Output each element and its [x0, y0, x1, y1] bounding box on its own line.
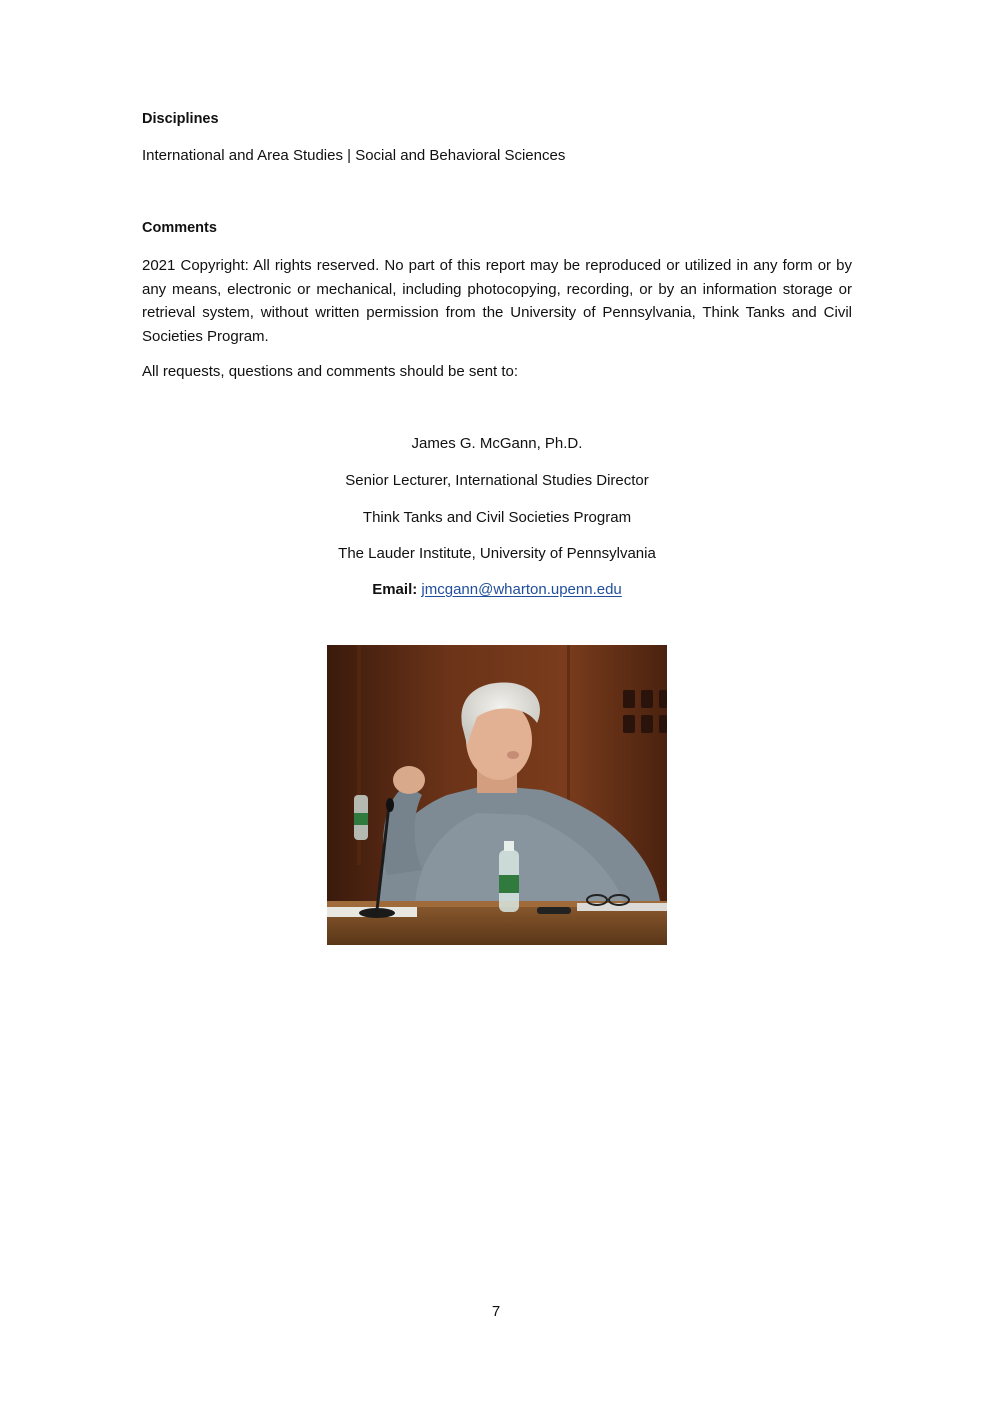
email-link[interactable]: jmcgann@wharton.upenn.edu: [421, 581, 622, 598]
portrait-illustration: [327, 645, 667, 945]
contact-name: James G. McGann, Ph.D.: [411, 435, 583, 452]
comments-heading: Comments: [142, 220, 217, 236]
disciplines-text: International and Area Studies | Social and Behavioral Sciences: [142, 147, 566, 164]
disciplines-heading: Disciplines: [142, 111, 219, 127]
page-number: 7: [491, 1303, 501, 1320]
contact-institute: The Lauder Institute, University of Pennsylvania: [338, 545, 656, 562]
portrait-photo: [327, 645, 667, 945]
copyright-paragraph: 2021 Copyright: All rights reserved. No part of this report may be reproduced or utilized in any form or by any means, electronic or mechanical, including photocopying, recording, or by an information storage or retrieval system, without written permission from the University of Pennsylvania, Think Tanks and Civil Societies Program.: [142, 257, 852, 345]
requests-line: All requests, questions and comments should be sent to:: [142, 363, 519, 380]
contact-title: Senior Lecturer, International Studies Director: [345, 472, 649, 489]
contact-program: Think Tanks and Civil Societies Program: [362, 509, 632, 526]
contact-email-line: [142, 581, 852, 598]
email-label: Email:: [372, 581, 418, 598]
